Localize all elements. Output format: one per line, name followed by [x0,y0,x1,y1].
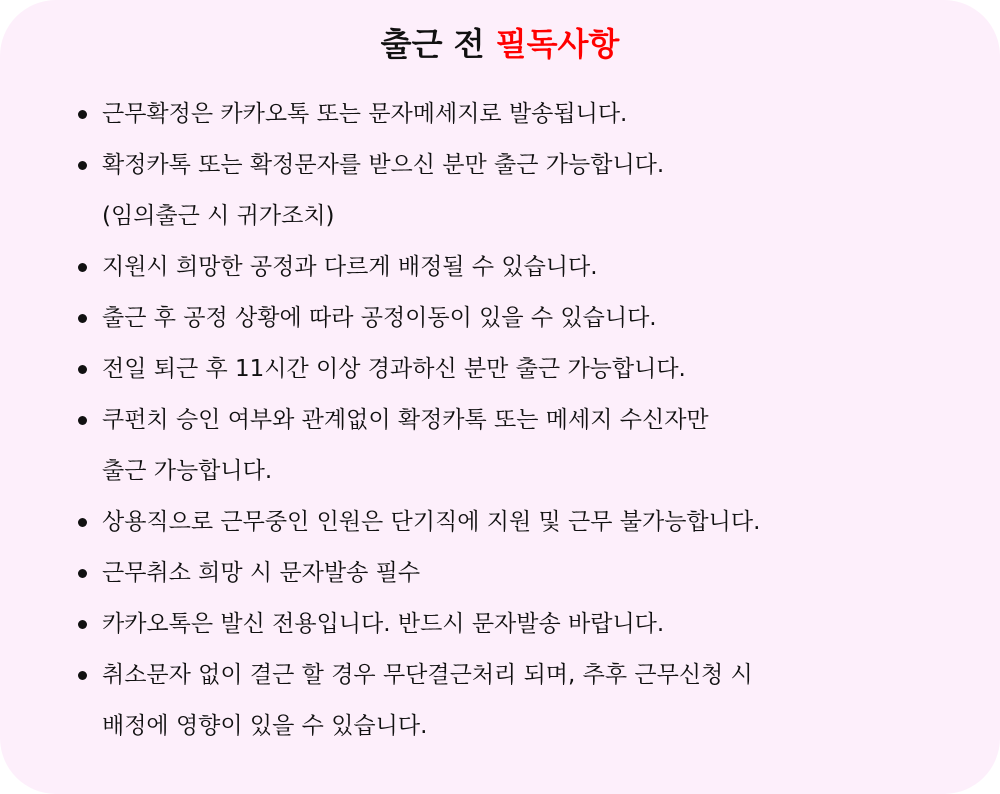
notice-item-line: 쿠펀치 승인 여부와 관계없이 확정카톡 또는 메세지 수신자만 [102,407,709,433]
notice-item [78,548,978,599]
notice-item [78,344,978,395]
bullet-icon [78,161,87,170]
bullet-icon [78,416,87,425]
bullet-icon [78,518,87,527]
notice-item [78,599,978,650]
bullet-icon [78,569,87,578]
bullet-icon [78,110,87,119]
notice-item-line: 상용직으로 근무중인 인원은 단기직에 지원 및 근무 불가능합니다. [102,509,761,535]
bullet-icon [78,314,87,323]
notice-item [78,89,978,140]
notice-item-line: 배정에 영향이 있을 수 있습니다. [102,713,428,739]
notice-item-line: (임의출근 시 귀가조치) [102,203,335,229]
notice-item-line: 전일 퇴근 후 11시간 이상 경과하신 분만 출근 가능합니다. [102,356,686,382]
bullet-icon [78,620,87,629]
title-main: 출근 전 [380,25,485,63]
notice-title [0,20,1000,68]
notice-item-line: 지원시 희망한 공정과 다르게 배정될 수 있습니다. [102,254,598,280]
title-accent: 필독사항 [495,25,620,63]
notice-list [78,89,978,752]
notice-item-line: 근무취소 희망 시 문자발송 필수 [102,560,421,586]
notice-item [78,395,978,497]
notice-item-line: 카카오톡은 발신 전용입니다. 반드시 문자발송 바랍니다. [102,611,665,637]
notice-item [78,140,978,242]
notice-item [78,497,978,548]
notice-item [78,650,978,752]
notice-item [78,242,978,293]
notice-item-line: 출근 가능합니다. [102,458,273,484]
bullet-icon [78,365,87,374]
bullet-icon [78,263,87,272]
bullet-icon [78,671,87,680]
notice-item [78,293,978,344]
notice-item-line: 근무확정은 카카오톡 또는 문자메세지로 발송됩니다. [102,101,628,127]
notice-item-line: 출근 후 공정 상황에 따라 공정이동이 있을 수 있습니다. [102,305,657,331]
notice-item-line: 취소문자 없이 결근 할 경우 무단결근처리 되며, 추후 근무신청 시 [102,662,753,688]
notice-item-line: 확정카톡 또는 확정문자를 받으신 분만 출근 가능합니다. [102,152,665,178]
